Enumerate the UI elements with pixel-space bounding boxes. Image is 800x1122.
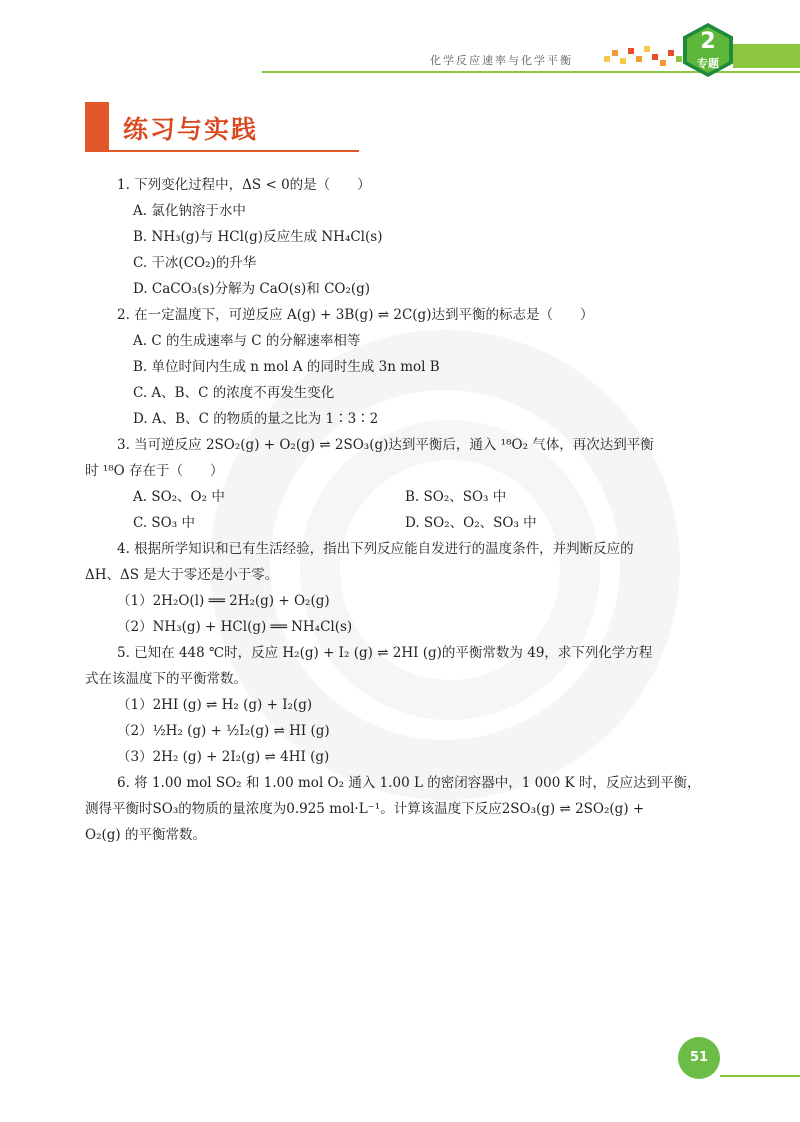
question-5-stem-line-2: 式在该温度下的平衡常数。 [85,671,247,687]
header-green-strip [733,44,800,68]
question-4-item-2: （2）NH₃(g) + HCl(g) ══ NH₄Cl(s) [117,619,353,635]
question-3-option-d: D. SO₂、O₂、SO₃ 中 [405,515,537,531]
question-3-option-c: C. SO₃ 中 [133,515,195,531]
question-3-stem-line-2: 时 ¹⁸O 存在于（ ） [85,463,224,479]
question-6-stem-line-1: 6. 将 1.00 mol SO₂ 和 1.00 mol O₂ 通入 1.00 L 的密闭容器中，1 000 K 时，反应达到平衡， [117,775,701,791]
question-1-option-c: C. 干冰(CO₂)的升华 [133,255,257,271]
question-3-option-b: B. SO₂、SO₃ 中 [405,489,507,505]
section-title: 练习与实践 [123,115,259,144]
question-2-option-a: A. C 的生成速率与 C 的分解速率相等 [133,333,361,349]
question-3-option-a: A. SO₂、O₂ 中 [133,489,225,505]
question-4-item-1: （1）2H₂O(l) ══ 2H₂(g) + O₂(g) [117,593,330,609]
running-title: 化学反应速率与化学平衡 [430,54,573,67]
topic-label: 专题 [697,57,719,70]
footer-rule [720,1075,800,1077]
question-5-item-1: （1）2HI (g) ⇌ H₂ (g) + I₂(g) [117,697,313,713]
question-6-stem-line-3: O₂(g) 的平衡常数。 [85,827,206,843]
topic-badge [683,23,733,77]
page-number: 51 [678,1037,720,1079]
question-2-stem: 2. 在一定温度下，可逆反应 A(g) + 3B(g) ⇌ 2C(g)达到平衡的标志是（ ） [117,307,594,323]
question-1-stem: 1. 下列变化过程中，ΔS < 0的是（ ） [117,177,371,193]
question-5-stem-line-1: 5. 已知在 448 ℃时，反应 H₂(g) + I₂ (g) ⇌ 2HI (g)的平衡常数为 49，求下列化学方程 [117,645,653,661]
exercise-list [85,172,725,848]
pixel-decoration [600,44,690,70]
question-4-stem-line-2: ΔH、ΔS 是大于零还是小于零。 [85,567,279,583]
question-2-option-b: B. 单位时间内生成 n mol A 的同时生成 3n mol B [133,359,440,375]
question-3-options-row-2 [85,510,725,536]
heading-accent-bar [85,102,109,152]
question-2-option-d: D. A、B、C 的物质的量之比为 1∶3∶2 [133,411,379,427]
question-2-option-c: C. A、B、C 的浓度不再发生变化 [133,385,335,401]
question-6-stem-line-2: 测得平衡时SO₃的物质的量浓度为0.925 mol·L⁻¹。计算该温度下反应2SO₃(g) ⇌ 2SO₂(g) + [85,801,645,817]
question-1-option-d: D. CaCO₃(s)分解为 CaO(s)和 CO₂(g) [133,281,371,297]
question-3-stem-line-1: 3. 当可逆反应 2SO₂(g) + O₂(g) ⇌ 2SO₃(g)达到平衡后，通入 ¹⁸O₂ 气体，再次达到平衡 [117,437,654,453]
heading-underline [109,150,359,152]
question-1-option-b: B. NH₃(g)与 HCl(g)反应生成 NH₄Cl(s) [133,229,383,245]
question-5-item-2: （2）½H₂ (g) + ½I₂(g) ⇌ HI (g) [117,723,330,739]
question-5-item-3: （3）2H₂ (g) + 2I₂(g) ⇌ 4HI (g) [117,749,330,765]
question-4-stem-line-1: 4. 根据所学知识和已有生活经验，指出下列反应能自发进行的温度条件，并判断反应的 [117,541,634,557]
topic-number: 2 [700,29,716,54]
question-3-options-row-1 [85,484,725,510]
section-heading [85,102,285,152]
question-1-option-a: A. 氯化钠溶于水中 [133,203,246,219]
